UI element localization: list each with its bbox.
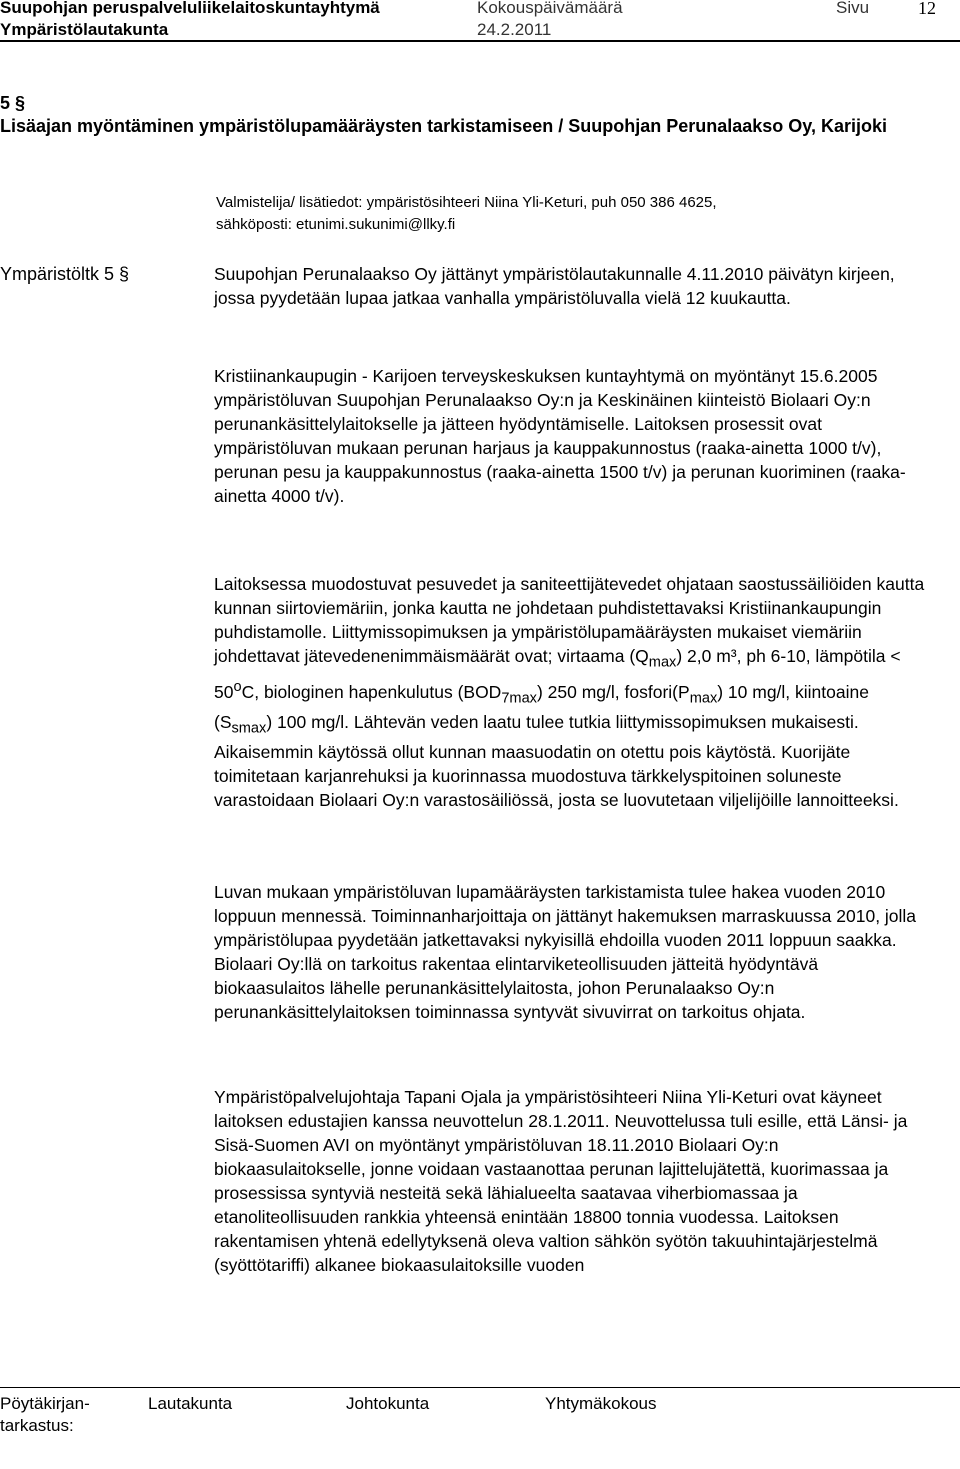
committee-label: Ympäristöltk 5 §: [0, 264, 130, 284]
preparer-email-line: sähköposti: etunimi.sukunimi@llky.fi: [216, 216, 456, 233]
text-run: C, biologinen hapenkulutus (BOD: [241, 681, 502, 702]
body-paragraph-wastewater: [214, 572, 930, 812]
preparer-info: [216, 192, 916, 236]
footer-board-label: Lautakunta: [148, 1394, 233, 1413]
subscript: max: [648, 654, 677, 671]
footer-joint-meeting-label: Yhtymäkokous: [545, 1394, 657, 1413]
header-organization: Suupohjan peruspalveluliikelaitoskuntayhtymä: [0, 0, 380, 17]
header-board: Ympäristölautakunta: [0, 20, 169, 39]
text-run: ) 2,0 m³, ph 6-10, lämpötila < 50: [214, 646, 901, 702]
section-number: 5 §: [0, 93, 26, 113]
text-run: ) 10 mg/l, kiintoaine (S: [214, 681, 869, 732]
subscript: smax: [231, 720, 267, 737]
text-run: ) 250 mg/l, fosfori(P: [536, 681, 690, 702]
header-meeting-date: 24.2.2011: [477, 20, 552, 39]
text-run: ) 100 mg/l. Lähtevän veden laatu tulee tutkia liittymissopimuksen mukaisesti. Aikaisemmin käytössä ollut kunnan maasuodatin on otettu pois käytöstä. Kuorijäte toimitetaan karjanrehuksi ja kuorinnassa muodostuva tärkkelyspitoinen soluneste varastoidaan Biolaari Oy:n varastosäiliössä, josta se luovutetaan viljelijöille lannoitteeksi.: [214, 711, 899, 811]
subscript: 7max: [501, 689, 537, 706]
header-page-number: 12: [918, 0, 936, 18]
body-paragraph: Ympäristöpalvelujohtaja Tapani Ojala ja ympäristösihteeri Niina Yli-Keturi ovat käyneet laitoksen edustajien kanssa neuvottelun 28.1.2011. Neuvottelussa tuli esille, että Länsi- ja Sisä-Suomen AVI on myöntänyt ympäristöluvan 18.11.2010 Biolaari Oy:n biokaasulaitokselle, jonne voidaan vastaanottaa perunan lajittelujätettä, kuorimassaa ja prosessissa syntyviä nesteitä sekä lähialueelta saatavaa viherbiomassaa ja etanoliteollisuuden rankkia yhteensä enintään 18800 tonnia vuodessa. Laitoksen rakentamisen yhtenä edellytyksenä oleva valtion sähkön syötön takuuhintajärjestelmä (syöttötariffi) alkanee biokaasulaitoksille vuoden: [214, 1087, 908, 1275]
body-paragraph: Kristiinankaupugin - Karijoen terveyskeskuksen kuntayhtymä on myöntänyt 15.6.2005 ympäristöluvan Suupohjan Perunalaakso Oy:n ja Keskinäinen kiinteistö Biolaari Oy:n perunankäsittelylaitokselle ja jätteen hyödyntämiselle. Laitoksen prosessit ovat ympäristöluvan mukaan perunan harjaus ja kauppakunnostus (raaka-ainetta 1000 t/v), perunan pesu ja kauppakunnostus (raaka-ainetta 1500 t/v) ja perunan kuoriminen (raaka-ainetta 4000 t/v).: [214, 366, 906, 506]
preparer-line: Valmistelija/ lisätiedot: ympäristösihteeri Niina Yli-Keturi, puh 050 386 4625,: [216, 194, 717, 211]
section-title: Lisäajan myöntäminen ympäristölupamääräysten tarkistamiseen / Suupohjan Perunalaakso Oy, Karijoki: [0, 116, 887, 136]
superscript: o: [233, 678, 242, 695]
footer-divider: [0, 1387, 960, 1388]
header-page-label: Sivu: [836, 0, 870, 17]
header-divider: [0, 40, 960, 42]
body-paragraph: Luvan mukaan ympäristöluvan lupamääräysten tarkistamista tulee hakea vuoden 2010 loppuun mennessä. Toiminnanharjoittaja on jättänyt hakemuksen marraskuussa 2010, jolla ympäristölupaa pyydetään jatkettavaksi nykyisillä ehdoilla vuoden 2011 loppuun saakka. Biolaari Oy:llä on tarkoitus rakentaa elintarviketeollisuuden jätteitä hyödyntävä biokaasulaitos lähelle perunankäsittelylaitosta, johon Perunalaakso Oy:n perunankäsittelylaitoksen toiminnassa syntyvät sivuvirrat on tarkoitus ohjata.: [214, 882, 917, 1022]
subscript: max: [689, 689, 718, 706]
footer-verification-label: Pöytäkirjan-tarkastus:: [0, 1394, 90, 1435]
body-paragraph: Suupohjan Perunalaakso Oy jättänyt ympäristölautakunnalle 4.11.2010 päivätyn kirjeen, jossa pyydetään lupaa jatkaa vanhalla ympäristöluvalla vielä 12 kuukautta.: [214, 264, 895, 308]
footer-executive-label: Johtokunta: [346, 1394, 430, 1413]
text-run: Laitoksessa muodostuvat pesuvedet ja saniteettijätevedet ohjataan saostussäiliöiden kautta kunnan siirtoviemäriin, jonka kautta ne johdetaan puhdistettavaksi Kristiinankaupungin puhdistamolle. Liittymissopimuksen ja ympäristölupamääräysten mukaiset viemäriin johdettavat jätevedenenimmäismäärät ovat; virtaama (Q: [214, 574, 925, 666]
header-meeting-date-label: Kokouspäivämäärä: [477, 0, 623, 17]
